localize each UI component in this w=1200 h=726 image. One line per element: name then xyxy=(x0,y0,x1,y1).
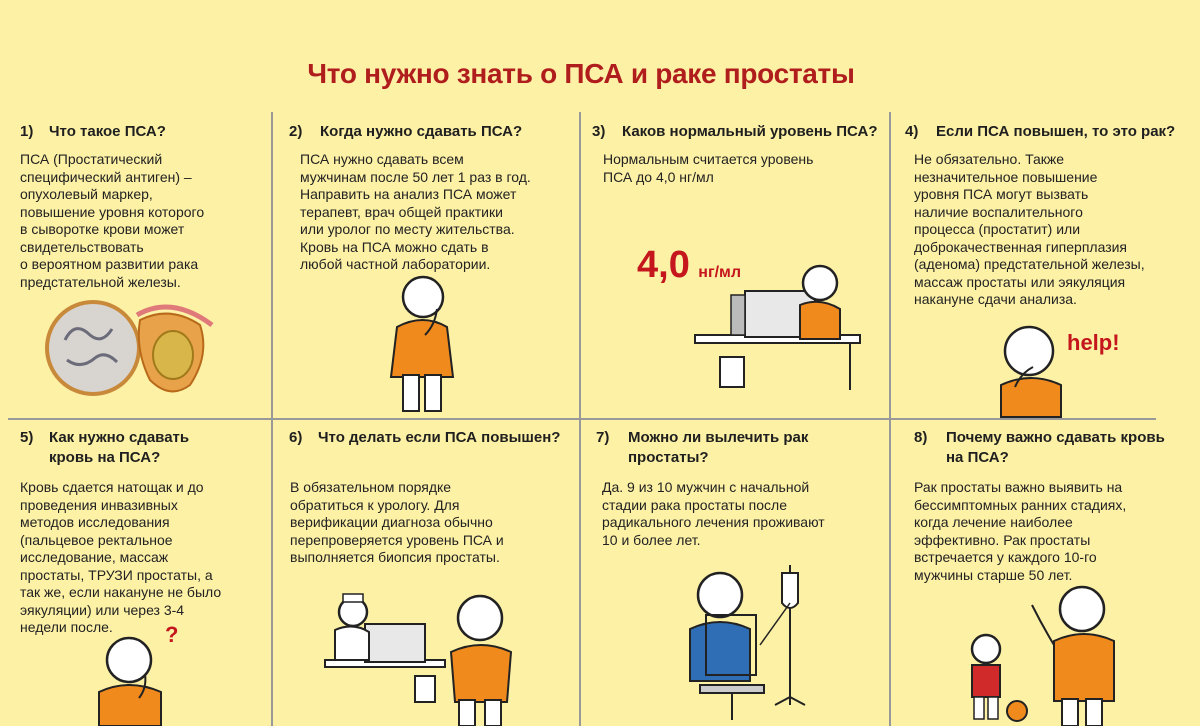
vertical-divider-1 xyxy=(271,112,273,726)
panel-8-answer: Рак простаты важно выявить на бессимптомных ранних стадиях, когда лечение наиболее эффективно. Рак простаты встречается у каждого 10-го мужчины старше 50 лет. xyxy=(914,479,1127,583)
panel-2-answer: ПСА нужно сдавать всем мужчинам после 50 лет 1 раз в год. Направить на анализ ПСА может терапевт, врач общей практики или уролог по месту жительства. Кровь на ПСА можно сдать в любой частной лаборатории. xyxy=(300,151,531,272)
panel-1-answer: ПСА (Простатический специфический антиген) – опухолевый маркер, повышение уровня которого в сыворотке крови может свидетельствовать о вероятном развитии рака предстательной железы. xyxy=(20,151,205,290)
help-exclamation: help! xyxy=(1067,330,1120,355)
psa-norm-value: 4,0 нг/мл xyxy=(637,244,742,286)
patient-with-iv-figure xyxy=(680,555,840,726)
doctor-and-patient-figure xyxy=(325,590,515,726)
page-title: Что нужно знать о ПСА и раке простаты xyxy=(307,58,855,89)
prostate-illustration xyxy=(45,300,220,400)
horizontal-divider xyxy=(8,418,1156,420)
puzzled-man-figure xyxy=(95,636,175,726)
panel-5-answer: Кровь сдается натощак и до проведения инвазивных методов исследования (пальцевое ректальное исследование, массаж простаты, ТРУЗИ простаты, а так же, если накануне не было эякуляции) или через 3-4 недели после. xyxy=(20,479,222,635)
worried-man-figure xyxy=(995,325,1075,417)
man-at-computer-figure xyxy=(695,265,865,395)
panel-7-answer: Да. 9 из 10 мужчин с начальной стадии рака простаты после радикального лечения проживают 10 и более лет. xyxy=(602,479,825,548)
thinking-man-figure xyxy=(385,275,465,415)
panel-3-answer: Нормальным считается уровень ПСА до 4,0 нг/мл xyxy=(603,151,814,185)
question-mark: ? xyxy=(165,622,179,647)
vertical-divider-2 xyxy=(579,112,581,726)
father-and-child-figure xyxy=(962,585,1122,726)
vertical-divider-3 xyxy=(889,112,891,726)
panel-4-answer: Не обязательно. Также незначительное повышение уровня ПСА могут вызвать наличие воспалительного процесса (простатит) или доброкачественная гиперплазия (аденома) предстательной железы, массаж простаты или эякуляция накануне сдачи анализа. xyxy=(914,151,1145,307)
panel-6-answer: В обязательном порядке обратиться к урологу. Для верификации диагноза обычно перепроверяется уровень ПСА и выполняется биопсия простаты. xyxy=(290,479,504,565)
